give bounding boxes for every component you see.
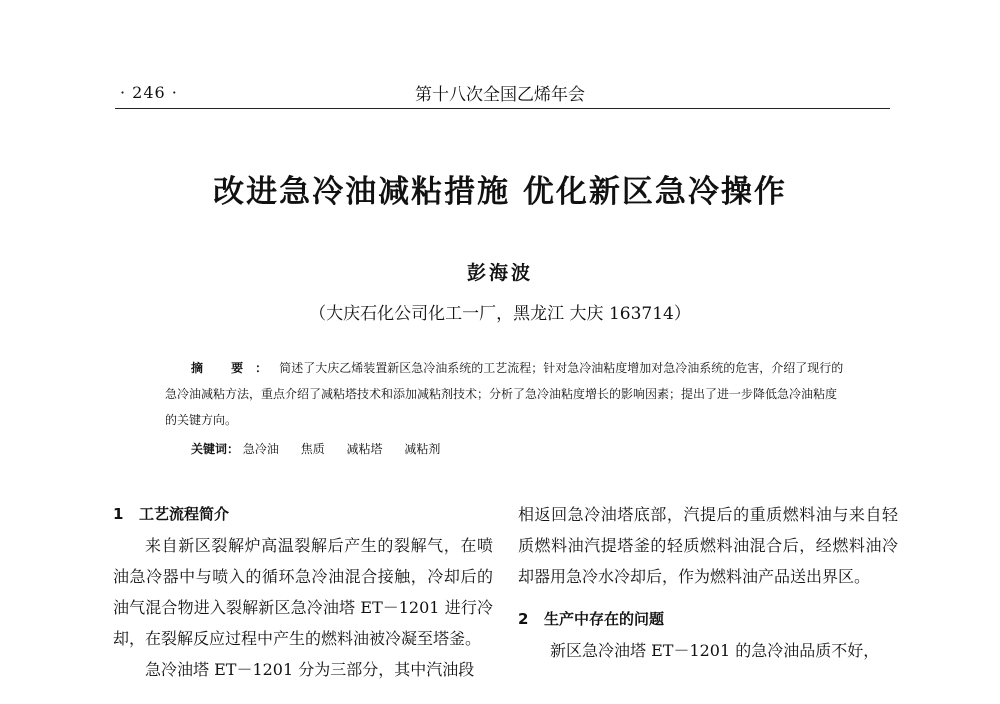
header-rule (115, 108, 890, 109)
author-name: 彭海波 (466, 262, 533, 284)
body-paragraph: 急冷油塔 ET－1201 分为三部分，其中汽油段 (145, 660, 475, 679)
section-title: 工艺流程简介 (139, 505, 230, 523)
section-heading (518, 604, 898, 635)
abstract (165, 355, 845, 433)
page-number: · 246 · (120, 83, 178, 102)
keyword-item: 减粘塔 (346, 442, 383, 456)
keyword-item: 减粘剂 (404, 442, 441, 456)
running-header: 第十八次全国乙烯年会 (415, 85, 585, 105)
section-number: 2 (518, 610, 529, 628)
section-number: 1 (113, 505, 124, 523)
left-column (113, 499, 493, 685)
abstract-text: 简述了大庆乙烯装置新区急冷油系统的工艺流程；针对急冷油粘度增加对急冷油系统的危害，介绍了现行的急冷油减粘方法，重点介绍了减粘塔技术和添加减粘剂技术；分析了急冷油粘度增长的影响因素；提出了进一步降低急冷油粘度的关键方向。 (165, 361, 844, 427)
keyword-item: 焦质 (300, 442, 325, 456)
keyword-item: 急冷油 (242, 442, 279, 456)
body-paragraph: 相返回急冷油塔底部，汽提后的重质燃料油与来自轻质燃料油汽提塔釜的轻质燃料油混合后，经燃料油冷却器用急冷水冷却后，作为燃料油产品送出界区。 (518, 505, 898, 586)
keywords-label: 关键词： (191, 442, 240, 456)
body-paragraph: 来自新区裂解炉高温裂解后产生的裂解气，在喷油急冷器中与喷入的循环急冷油混合接触，冷却后的油气混合物进入裂解新区急冷油塔 ET－1201 进行冷却，在裂解反应过程中产生的燃料油被冷凝至塔釜。 (113, 536, 493, 648)
right-column (518, 499, 898, 666)
section-title: 生产中存在的问题 (544, 610, 665, 628)
body-paragraph: 新区急冷油塔 ET－1201 的急冷油品质不好， (550, 641, 880, 660)
section-heading (113, 499, 493, 530)
abstract-label: 摘 要： (191, 361, 280, 375)
paper-title: 改进急冷油减粘措施 优化新区急冷操作 (213, 174, 787, 210)
author-affiliation: （大庆石化公司化工一厂，黑龙江 大庆 163714） (309, 304, 691, 324)
keywords (191, 440, 791, 457)
